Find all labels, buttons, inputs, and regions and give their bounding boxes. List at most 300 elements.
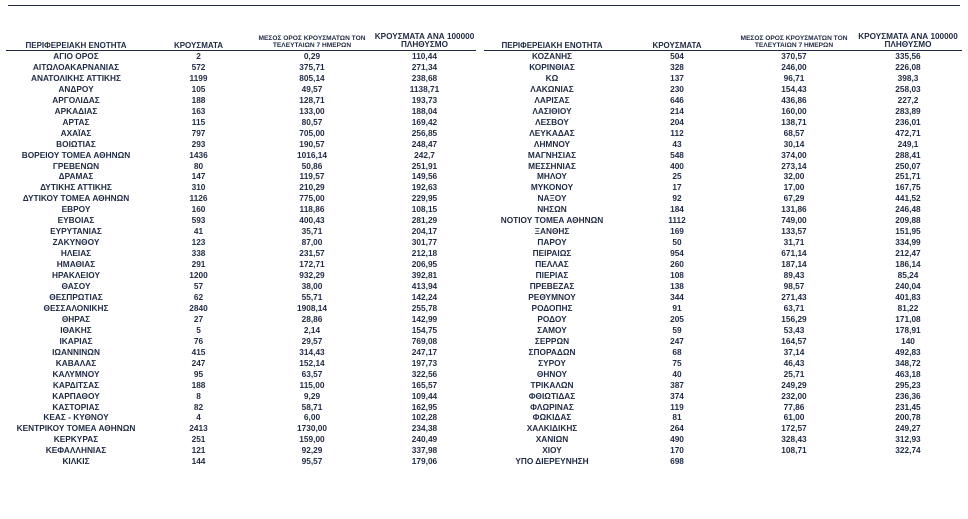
top-rule: [8, 5, 960, 6]
region-cell: ΣΠΟΡΑΔΩΝ: [528, 346, 576, 357]
region-cell: ΔΥΤΙΚΟΥ ΤΟΜΕΑ ΑΘΗΝΩΝ: [22, 193, 130, 204]
avg-7-days-cell: 133,00: [299, 105, 325, 116]
cases-cell: 121: [191, 445, 206, 456]
per-100k-cell: 231,45: [895, 401, 921, 412]
region-cell: ΒΟΡΕΙΟΥ ΤΟΜΕΑ ΑΘΗΝΩΝ: [21, 149, 131, 160]
table-row: [484, 237, 962, 248]
per-100k-cell: 109,44: [411, 390, 438, 401]
table-row: [6, 62, 476, 73]
table-row: [6, 423, 476, 434]
per-100k-cell: 248,47: [411, 138, 438, 149]
region-cell: ΜΥΚΟΝΟΥ: [530, 182, 574, 193]
table-row: [6, 193, 476, 204]
table-row: [484, 270, 962, 281]
per-100k-cell: 281,29: [411, 215, 438, 226]
avg-7-days-cell: 115,00: [299, 379, 325, 390]
per-100k-cell: 251,71: [895, 171, 921, 182]
table-row: [6, 380, 476, 391]
table-row: [484, 259, 962, 270]
cases-cell: 1200: [189, 270, 208, 281]
table-row: [484, 303, 962, 314]
avg-7-days-cell: 29,57: [301, 335, 323, 346]
table-row: [6, 336, 476, 347]
cases-cell: 169: [670, 226, 684, 237]
table-row: [484, 292, 962, 303]
per-100k-cell: 334,99: [895, 237, 921, 248]
table-row: [484, 117, 962, 128]
region-cell: ΙΘΑΚΗΣ: [60, 324, 92, 335]
avg-7-days-cell: 32,00: [783, 171, 805, 182]
per-100k-cell: [854, 456, 962, 467]
cases-cell: 310: [191, 182, 206, 193]
cases-cell: 504: [670, 51, 684, 61]
table-row: [484, 62, 962, 73]
cases-cell: 160: [191, 204, 206, 215]
table-row: [6, 325, 476, 336]
region-cell: ΠΡΕΒΕΖΑΣ: [529, 281, 575, 292]
cases-cell: 5: [196, 324, 201, 335]
cases-cell: 264: [670, 423, 684, 434]
avg-7-days-cell: 1016,14: [297, 149, 327, 160]
cases-cell: 251: [191, 434, 206, 445]
region-cell: ΚΑΒΑΛΑΣ: [55, 357, 97, 368]
avg-7-days-cell: 119,57: [299, 171, 325, 182]
per-100k-cell: 169,42: [411, 116, 438, 127]
table-row: [484, 347, 962, 358]
per-100k-cell: 227,2: [897, 94, 919, 105]
region-cell: ΔΡΑΜΑΣ: [58, 171, 94, 182]
header-cases-per-100k: ΚΡΟΥΣΜΑΤΑ ΑΝΑ 100000 ΠΛΗΘΥΣΜΟ: [854, 26, 962, 51]
region-cell: ΙΚΑΡΙΑΣ: [59, 335, 93, 346]
cases-cell: 400: [670, 160, 684, 171]
region-cell: ΡΕΘΥΜΝΟΥ: [528, 291, 576, 302]
table-row: [484, 150, 962, 161]
per-100k-cell: 256,85: [411, 127, 438, 138]
table-row: [484, 51, 962, 62]
per-100k-cell: 154,75: [411, 324, 438, 335]
table-row: [6, 117, 476, 128]
cases-cell: 41: [193, 226, 204, 237]
region-cell: ΣΑΜΟΥ: [537, 324, 567, 335]
region-cell: ΘΗΝΟΥ: [536, 368, 568, 379]
per-100k-cell: 238,68: [411, 72, 438, 83]
region-cell: ΦΩΚΙΔΑΣ: [532, 412, 572, 423]
avg-7-days-cell: 164,57: [781, 335, 807, 346]
cases-cell: 91: [672, 302, 682, 313]
avg-7-days-cell: 249,29: [781, 379, 807, 390]
cases-cell: 338: [191, 248, 206, 259]
table-row: [6, 292, 476, 303]
cases-cell: 291: [191, 259, 206, 270]
avg-7-days-cell: 0,29: [303, 51, 321, 61]
table-row: [484, 226, 962, 237]
region-cell: ΦΛΩΡΙΝΑΣ: [530, 401, 574, 412]
region-cell: ΠΕΙΡΑΙΩΣ: [532, 248, 572, 259]
table-row: [484, 139, 962, 150]
avg-7-days-cell: 37,14: [783, 346, 805, 357]
cases-cell: 188: [191, 379, 206, 390]
per-100k-cell: 162,95: [411, 401, 438, 412]
cases-cell: 27: [193, 313, 204, 324]
avg-7-days-cell: 328,43: [781, 434, 807, 445]
avg-7-days-cell: 273,14: [781, 160, 807, 171]
avg-7-days-cell: 55,71: [301, 291, 323, 302]
avg-7-days-cell: 370,57: [781, 51, 807, 61]
cases-cell: 68: [672, 346, 682, 357]
cases-cell: 1112: [668, 215, 686, 226]
region-cell: ΗΡΑΚΛΕΙΟΥ: [51, 270, 101, 281]
avg-7-days-cell: 138,71: [781, 116, 807, 127]
region-cell: ΡΟΔΟΠΗΣ: [531, 302, 573, 313]
avg-7-days-cell: 50,86: [301, 160, 323, 171]
region-cell: ΝΟΤΙΟΥ ΤΟΜΕΑ ΑΘΗΝΩΝ: [500, 215, 604, 226]
region-cell: ΑΧΑΪΑΣ: [60, 127, 92, 138]
table-row: [484, 380, 962, 391]
table-row: [484, 369, 962, 380]
per-100k-cell: 209,88: [895, 215, 921, 226]
avg-7-days-cell: 159,00: [299, 434, 325, 445]
table-row: [484, 204, 962, 215]
avg-7-days-cell: 98,57: [783, 281, 805, 292]
table-row: [6, 150, 476, 161]
per-100k-cell: 398,3: [897, 72, 919, 83]
avg-7-days-cell: 375,71: [299, 61, 325, 72]
region-cell: ΕΥΡΥΤΑΝΙΑΣ: [50, 226, 102, 237]
cases-cell: 119: [670, 401, 684, 412]
per-100k-cell: 441,52: [895, 193, 921, 204]
avg-7-days-cell: 271,43: [781, 291, 807, 302]
cases-cell: 572: [191, 61, 206, 72]
per-100k-cell: 295,23: [895, 379, 921, 390]
per-100k-cell: 200,78: [895, 412, 921, 423]
avg-7-days-cell: 87,00: [301, 237, 323, 248]
avg-7-days-cell: 30,14: [783, 138, 805, 149]
per-100k-cell: 212,18: [411, 248, 438, 259]
cases-cell: 43: [672, 138, 682, 149]
cases-cell: 2: [196, 51, 201, 61]
table-row: [6, 445, 476, 456]
cases-cell: 593: [191, 215, 206, 226]
avg-7-days-cell: 61,00: [783, 412, 805, 423]
table-row: [484, 456, 962, 467]
per-100k-cell: 186,14: [895, 259, 921, 270]
cases-cell: 108: [670, 270, 684, 281]
table-row: [484, 434, 962, 445]
region-cell: ΚΙΛΚΙΣ: [62, 456, 90, 467]
region-cell: ΜΗΛΟΥ: [537, 171, 567, 182]
per-100k-cell: 283,89: [895, 105, 921, 116]
per-100k-cell: 242,7: [414, 149, 435, 160]
per-100k-cell: 212,47: [895, 248, 921, 259]
table-row: [484, 412, 962, 423]
avg-7-days-cell: 705,00: [299, 127, 325, 138]
cases-cell: 4: [196, 412, 201, 423]
per-100k-cell: 149,56: [411, 171, 438, 182]
avg-7-days-cell: 154,43: [781, 83, 807, 94]
header-cases: ΚΡΟΥΣΜΑΤΑ: [146, 26, 251, 51]
avg-7-days-cell: 172,57: [781, 423, 807, 434]
table-row: [6, 171, 476, 182]
table-row: [484, 128, 962, 139]
region-cell: ΧΙΟΥ: [542, 445, 562, 456]
avg-7-days-cell: 156,29: [781, 313, 807, 324]
cases-cell: 230: [670, 83, 684, 94]
region-cell: ΚΑΡΠΑΘΟΥ: [52, 390, 100, 401]
cases-cell: 75: [672, 357, 682, 368]
region-cell: ΘΗΡΑΣ: [61, 313, 91, 324]
per-100k-cell: 322,56: [411, 368, 438, 379]
per-100k-cell: 401,83: [895, 291, 921, 302]
avg-7-days-cell: 152,14: [299, 357, 325, 368]
region-cell: ΦΘΙΩΤΙΔΑΣ: [528, 390, 576, 401]
per-100k-cell: 249,1: [897, 138, 919, 149]
per-100k-cell: 102,28: [411, 412, 438, 423]
cases-cell: 1199: [189, 72, 208, 83]
table-body-right: [484, 51, 962, 468]
avg-7-days-cell: 160,00: [781, 105, 807, 116]
per-100k-cell: 192,63: [411, 182, 438, 193]
region-cell: ΡΟΔΟΥ: [537, 313, 567, 324]
avg-7-days-cell: 1908,14: [297, 302, 327, 313]
avg-7-days-cell: 38,00: [301, 281, 323, 292]
region-cell: ΛΑΚΩΝΙΑΣ: [530, 83, 574, 94]
per-100k-cell: 85,24: [897, 270, 919, 281]
avg-7-days-cell: 190,57: [299, 138, 325, 149]
table-row: [484, 314, 962, 325]
per-100k-cell: 769,08: [411, 335, 438, 346]
avg-7-days-cell: 187,14: [781, 259, 807, 270]
region-cell: ΑΝΑΤΟΛΙΚΗΣ ΑΤΤΙΚΗΣ: [31, 72, 121, 83]
cases-cell: 138: [670, 281, 684, 292]
per-100k-cell: 197,73: [411, 357, 438, 368]
per-100k-cell: 226,08: [895, 61, 921, 72]
avg-7-days-cell: 58,71: [301, 401, 323, 412]
avg-7-days-cell: 25,71: [783, 368, 805, 379]
cases-cell: 1436: [189, 149, 208, 160]
region-cell: ΒΟΙΩΤΙΑΣ: [56, 138, 96, 149]
avg-7-days-cell: 96,71: [783, 72, 805, 83]
region-cell: ΘΑΣΟΥ: [61, 281, 91, 292]
per-100k-cell: 246,48: [895, 204, 921, 215]
avg-7-days-cell: 49,57: [301, 83, 323, 94]
avg-7-days-cell: 63,57: [301, 368, 323, 379]
cases-cell: 147: [191, 171, 206, 182]
per-100k-cell: 250,07: [895, 160, 921, 171]
region-cell: ΣΥΡΟΥ: [538, 357, 566, 368]
header-region: ΠΕΡΙΦΕΡΕΙΑΚΗ ΕΝΟΤΗΤΑ: [484, 26, 620, 51]
region-cell: ΛΕΥΚΑΔΑΣ: [529, 127, 575, 138]
table-row: [484, 161, 962, 172]
cases-cell: 797: [191, 127, 206, 138]
header-cases: ΚΡΟΥΣΜΑΤΑ: [620, 26, 734, 51]
avg-7-days-cell: 133,57: [781, 226, 807, 237]
table-row: [484, 336, 962, 347]
per-100k-cell: 151,95: [895, 226, 921, 237]
table-row: [6, 84, 476, 95]
region-cell: ΝΑΞΟΥ: [537, 193, 567, 204]
header-cases-per-100k: ΚΡΟΥΣΜΑΤΑ ΑΝΑ 100000 ΠΛΗΘΥΣΜΟ: [373, 26, 476, 51]
region-cell: ΙΩΑΝΝΙΝΩΝ: [52, 346, 100, 357]
region-cell: ΕΥΒΟΙΑΣ: [57, 215, 95, 226]
per-100k-cell: 271,34: [411, 61, 438, 72]
table-row: [6, 369, 476, 380]
table-row: [6, 51, 476, 62]
table-row: [6, 161, 476, 172]
table-row: [484, 402, 962, 413]
region-cell: ΚΕΝΤΡΙΚΟΥ ΤΟΜΕΑ ΑΘΗΝΩΝ: [16, 423, 136, 434]
avg-7-days-cell: 246,00: [781, 61, 807, 72]
per-100k-cell: 337,98: [411, 445, 438, 456]
table-row: [6, 314, 476, 325]
cases-table-right: [484, 26, 962, 467]
cases-cell: 247: [670, 335, 684, 346]
table-row: [6, 434, 476, 445]
header-avg-7-days: ΜΕΣΟΣ ΟΡΟΣ ΚΡΟΥΣΜΑΤΩΝ ΤΟΝ ΤΕΛΕΥΤΑΙΩΝ 7 ΗΜΕΡΩΝ: [734, 26, 854, 51]
table-row: [6, 358, 476, 369]
avg-7-days-cell: 53,43: [783, 324, 805, 335]
per-100k-cell: 255,78: [411, 302, 438, 313]
avg-7-days-cell: 80,57: [301, 116, 323, 127]
table-row: [6, 303, 476, 314]
table-row: [484, 171, 962, 182]
per-100k-cell: 240,49: [411, 434, 438, 445]
table-row: [484, 95, 962, 106]
per-100k-cell: 413,94: [411, 281, 438, 292]
avg-7-days-cell: 374,00: [781, 149, 807, 160]
per-100k-cell: 247,17: [411, 346, 438, 357]
table-row: [484, 281, 962, 292]
avg-7-days-cell: 63,71: [783, 302, 805, 313]
cases-cell: 205: [670, 313, 684, 324]
cases-cell: 490: [670, 434, 684, 445]
cases-cell: 260: [670, 259, 684, 270]
per-100k-cell: 249,27: [895, 423, 921, 434]
avg-7-days-cell: 131,86: [781, 204, 807, 215]
table-row: [484, 391, 962, 402]
table-row: [6, 259, 476, 270]
cases-cell: 170: [670, 445, 684, 456]
header-avg-7-days: ΜΕΣΟΣ ΟΡΟΣ ΚΡΟΥΣΜΑΤΩΝ ΤΟΝ ΤΕΛΕΥΤΑΙΩΝ 7 ΗΜΕΡΩΝ: [251, 26, 373, 51]
cases-cell: 344: [670, 291, 684, 302]
avg-7-days-cell: 400,43: [299, 215, 325, 226]
avg-7-days-cell: 232,00: [781, 390, 807, 401]
per-100k-cell: 1138,71: [409, 83, 440, 94]
avg-7-days-cell: 314,43: [299, 346, 325, 357]
region-cell: ΘΕΣΣΑΛΟΝΙΚΗΣ: [43, 302, 109, 313]
cases-cell: 548: [670, 149, 684, 160]
region-cell: ΚΕΦΑΛΛΗΝΙΑΣ: [45, 445, 107, 456]
avg-7-days-cell: 108,71: [781, 445, 807, 456]
avg-7-days-cell: 118,86: [299, 204, 325, 215]
region-cell: ΕΒΡΟΥ: [61, 204, 91, 215]
cases-cell: 40: [672, 368, 682, 379]
region-cell: ΚΩ: [545, 72, 559, 83]
cases-cell: 8: [196, 390, 201, 401]
per-100k-cell: 108,15: [411, 204, 438, 215]
avg-7-days-cell: 28,86: [301, 313, 323, 324]
avg-7-days-cell: 436,86: [781, 94, 807, 105]
per-100k-cell: 251,91: [411, 160, 438, 171]
region-cell: ΥΠΟ ΔΙΕΡΕΥΝΗΣΗ: [515, 456, 589, 467]
per-100k-cell: 193,73: [411, 94, 438, 105]
table-row: [6, 182, 476, 193]
region-cell: ΚΑΣΤΟΡΙΑΣ: [52, 401, 100, 412]
cases-cell: 59: [672, 324, 682, 335]
table-row: [6, 215, 476, 226]
per-100k-cell: 472,71: [895, 127, 921, 138]
region-cell: ΝΗΣΩΝ: [537, 204, 567, 215]
avg-7-days-cell: 31,71: [783, 237, 805, 248]
cases-cell: 2840: [189, 302, 208, 313]
cases-cell: 144: [191, 456, 206, 467]
table-row: [6, 128, 476, 139]
cases-cell: 81: [672, 412, 682, 423]
region-cell: ΜΕΣΣΗΝΙΑΣ: [528, 160, 576, 171]
region-cell: ΠΕΛΛΑΣ: [535, 259, 569, 270]
avg-7-days-cell: 210,29: [299, 182, 325, 193]
region-cell: ΘΕΣΠΡΩΤΙΑΣ: [49, 291, 103, 302]
cases-cell: 57: [193, 281, 204, 292]
header-row: [6, 26, 476, 51]
avg-7-days-cell: 77,86: [783, 401, 805, 412]
region-cell: ΧΑΝΙΩΝ: [535, 434, 569, 445]
region-cell: ΓΡΕΒΕΝΩΝ: [52, 160, 100, 171]
region-cell: ΚΟΡΙΝΘΙΑΣ: [529, 61, 575, 72]
region-cell: ΑΝΔΡΟΥ: [58, 83, 94, 94]
cases-cell: 188: [191, 94, 206, 105]
cases-cell: 646: [670, 94, 684, 105]
cases-cell: 123: [191, 237, 206, 248]
per-100k-cell: 171,08: [895, 313, 921, 324]
per-100k-cell: 110,44: [412, 51, 437, 61]
avg-7-days-cell: 172,71: [299, 259, 325, 270]
avg-7-days-cell: 805,14: [299, 72, 325, 83]
table-row: [484, 248, 962, 259]
table-row: [484, 106, 962, 117]
table-row: [6, 95, 476, 106]
cases-cell: 137: [670, 72, 684, 83]
per-100k-cell: 234,38: [411, 423, 438, 434]
region-cell: ΛΗΜΝΟΥ: [533, 138, 571, 149]
per-100k-cell: 165,57: [411, 379, 438, 390]
cases-cell: 2413: [189, 423, 208, 434]
avg-7-days-cell: 671,14: [781, 248, 807, 259]
region-cell: ΗΛΕΙΑΣ: [60, 248, 92, 259]
avg-7-days-cell: 17,00: [783, 182, 805, 193]
region-cell: ΔΥΤΙΚΗΣ ΑΤΤΙΚΗΣ: [40, 182, 112, 193]
per-100k-cell: 206,95: [411, 259, 438, 270]
per-100k-cell: 463,18: [895, 368, 921, 379]
per-100k-cell: 258,03: [895, 83, 921, 94]
per-100k-cell: 236,01: [895, 116, 921, 127]
cases-cell: 105: [191, 83, 206, 94]
avg-7-days-cell: 67,29: [783, 193, 805, 204]
cases-cell: 214: [670, 105, 684, 116]
table-row: [484, 193, 962, 204]
table-row: [6, 73, 476, 84]
per-100k-cell: 140: [901, 335, 915, 346]
per-100k-cell: 240,04: [895, 281, 921, 292]
per-100k-cell: 81,22: [897, 302, 919, 313]
cases-cell: 374: [670, 390, 684, 401]
table-row: [484, 445, 962, 456]
per-100k-cell: 188,04: [411, 105, 438, 116]
per-100k-cell: 492,83: [895, 346, 921, 357]
cases-cell: 80: [193, 160, 204, 171]
region-cell: ΚΑΡΔΙΤΣΑΣ: [52, 379, 100, 390]
region-cell: ΑΡΓΟΛΙΔΑΣ: [52, 94, 100, 105]
table-row: [6, 204, 476, 215]
